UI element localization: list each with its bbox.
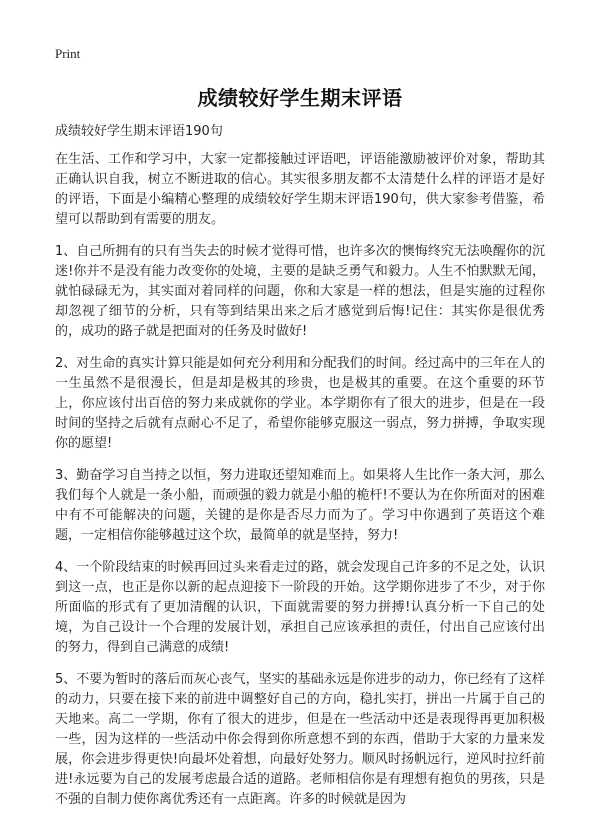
article-subtitle: 成绩较好学生期末评语190句 bbox=[55, 124, 223, 139]
page-title: 成绩较好学生期末评语 bbox=[197, 86, 403, 110]
comment-paragraph-2: 2、对生命的真实计算只能是如何充分利用和分配我们的时间。经过高中的三年在人的一生虽然不是很漫长，但是却是极其的珍贵，也是极其的重要。在这个重要的环节上，你应该付出百倍的努力来成就你的学业。本学期你有了很大的进步，但是在一段时间的坚持之后就有点耐心不足了，希望你能够克服这一弱点，努力拼搏，争取实现你的愿望! bbox=[55, 356, 545, 451]
print-link[interactable]: Print bbox=[55, 46, 81, 61]
intro-paragraph: 在生活、工作和学习中，大家一定都接触过评语吧，评语能激励被评价对象，帮助其正确认识自我，树立不断进取的信心。其实很多朋友都不太清楚什么样的评语才是好的评语，下面是小编精心整理的成绩较好学生期末评语190句，供大家参考借鉴，希望可以帮助到有需要的朋友。 bbox=[55, 152, 545, 227]
comment-paragraph-1: 1、自己所拥有的只有当失去的时候才觉得可惜，也许多次的懊悔终究无法唤醒你的沉迷!你并不是没有能力改变你的处境，主要的是缺乏勇气和毅力。人生不怕默默无闻，就怕碌碌无为，其实面对着同样的问题，你和大家是一样的想法，但是实施的过程你却忽视了细节的分析，只有等到结果出来之后才感觉到后悔!记住：其实你是很优秀的，成功的路子就是把面对的任务及时做好! bbox=[55, 244, 545, 339]
article-body bbox=[55, 150, 545, 822]
comment-paragraph-5: 5、不要为暂时的落后而灰心丧气，坚实的基础永远是你进步的动力，你已经有了这样的动力，只要在接下来的前进中调整好自己的方向，稳扎实打，拼出一片属于自己的天地来。高二一学期，你有了很大的进步，但是在一些活动中还是表现得再更加积极一些，因为这样的一些活动中你会得到你所意想不到的东西，借助于大家的力量来发展，你会进步得更快!向最坏处着想，向最好处努力。顺风时扬帆远行，逆风时拉纤前进!永远要为自己的发展考虑最合适的道路。老师相信你是有理想有抱负的男孩，只是不强的自制力使你离优秀还有一点距离。许多的时候就是因为 bbox=[55, 672, 545, 807]
comment-paragraph-4: 4、一个阶段结束的时候再回过头来看走过的路，就会发现自己许多的不足之处，认识到这一点，也正是你以新的起点迎接下一阶段的开始。这学期你进步了不少，对于你所面临的形式有了更加清醒的认识，下面就需要的努力拼搏!认真分析一下自己的处境，为自己设计一个合理的发展计划，承担自己应该承担的责任，付出自己应该付出的努力，得到自己满意的成绩! bbox=[55, 560, 545, 655]
comment-paragraph-3: 3、勤奋学习自当持之以恒，努力进取还望知难而上。如果将人生比作一条大河，那么我们每个人就是一条小船，而顽强的毅力就是小船的桅杆!不要认为在你所面对的困难中有不可能解决的问题，关键的是你是否尽力而为了。学习中你遇到了英语这个难题，一定相信你能够越过这个坎，最简单的就是坚持，努力! bbox=[55, 468, 545, 543]
